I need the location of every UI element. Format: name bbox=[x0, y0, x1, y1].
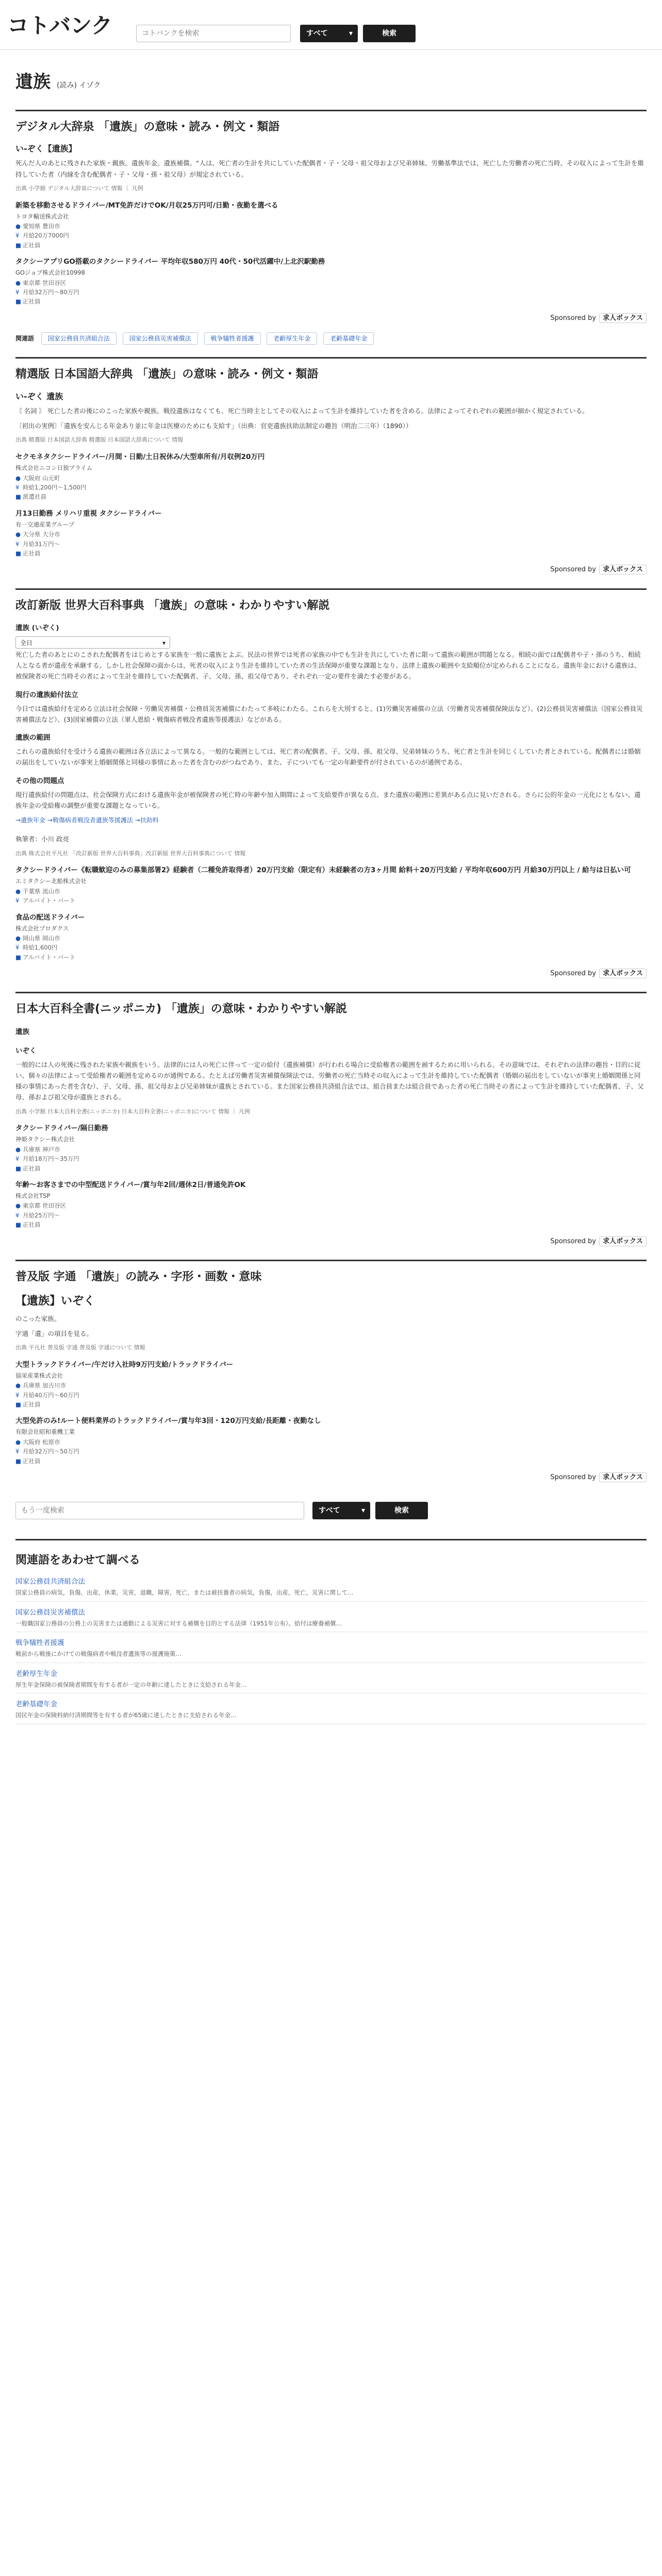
related-chip[interactable]: 国家公務員共済組合法 bbox=[41, 332, 117, 345]
ad-list bbox=[15, 1123, 647, 1247]
job-ad[interactable] bbox=[15, 200, 647, 250]
location-pin-icon: ● bbox=[15, 474, 21, 482]
job-ad-salary: 月給20万7000円 bbox=[23, 232, 69, 240]
chevron-down-icon: ▾ bbox=[162, 639, 166, 647]
sponsor-brand[interactable]: 求人ボックス bbox=[599, 313, 647, 323]
job-ad-location: 大阪府 山元町 bbox=[23, 474, 60, 482]
yen-icon: ¥ bbox=[15, 944, 20, 952]
briefcase-icon: ■ bbox=[15, 493, 21, 501]
related-chip[interactable]: 国家公務員災害補償法 bbox=[123, 332, 198, 345]
related-chips-label: 関連語 bbox=[15, 334, 35, 342]
list-item[interactable] bbox=[15, 1576, 647, 1601]
list-item[interactable] bbox=[15, 1699, 647, 1724]
section-divider bbox=[15, 110, 647, 111]
briefcase-icon: ■ bbox=[15, 550, 21, 557]
section-title-futsuban: 普及版 字通 「遺族」の読み・字形・画数・意味 bbox=[15, 1270, 262, 1283]
ad-list bbox=[15, 865, 647, 979]
job-ad-title[interactable]: 月13日勤務 メリハリ重視 タクシードライバー bbox=[15, 509, 162, 518]
sponsor-label: Sponsored by bbox=[550, 314, 597, 322]
job-ad-salary: 時給1,200円〜1,500円 bbox=[23, 484, 87, 491]
search-input[interactable] bbox=[136, 25, 291, 42]
sponsor-label: Sponsored by bbox=[550, 1473, 597, 1481]
related-terms-list bbox=[15, 1576, 647, 1724]
job-ad-salary: 月給25万円〜 bbox=[23, 1211, 60, 1219]
sponsor-line bbox=[15, 1472, 647, 1483]
chevron-down-icon: ▾ bbox=[349, 29, 353, 38]
section-title-nipponica: 日本大百科全書(ニッポニカ) 「遺族」の意味・わかりやすい解説 bbox=[15, 1003, 347, 1016]
page-title bbox=[15, 67, 647, 97]
related-term-desc: 国家公務員の病気，負傷，出産，休業，災害，退職，障害，死亡，または被扶養者の病気，負傷，出産，死亡，災害に関して… bbox=[15, 1589, 354, 1597]
sponsor-line bbox=[15, 564, 647, 575]
source-caption: 出典 小学館 デジタル大辞泉について 情報 ｜ 凡例 bbox=[15, 184, 143, 192]
ad-list bbox=[15, 1359, 647, 1483]
bottom-search-input[interactable] bbox=[15, 1502, 304, 1519]
site-header bbox=[0, 0, 662, 50]
related-chips bbox=[15, 332, 647, 345]
job-ad-company: 株式会社プロダクス bbox=[15, 924, 69, 932]
term-reading: (読み) イゾク bbox=[57, 81, 101, 90]
job-ad[interactable] bbox=[15, 256, 647, 307]
article-subheading: 現行の遺族給付法立 bbox=[15, 690, 78, 699]
job-ad-salary: 月給18万円〜35万円 bbox=[23, 1155, 79, 1163]
section-divider bbox=[15, 1260, 647, 1261]
chevron-down-icon: ▾ bbox=[361, 1506, 365, 1515]
job-ad-location: 岡山県 岡山市 bbox=[23, 935, 60, 942]
job-ad-company: エミタクシー北船株式会社 bbox=[15, 877, 87, 885]
job-ad[interactable] bbox=[15, 865, 647, 905]
briefcase-icon: ■ bbox=[15, 1457, 21, 1465]
term-label: 遺族 (いぞく) bbox=[15, 623, 59, 632]
related-term-link[interactable]: 戦争犠牲者援護 bbox=[15, 1639, 64, 1648]
site-logo[interactable]: コトバンク bbox=[7, 13, 112, 38]
job-ad-type: 正社員 bbox=[23, 1164, 41, 1172]
job-ad-title[interactable]: タクシードライバー《転職歓迎のみの募集部署2》経験者（二種免許取得者）20万円支給（限定有）未経験者の方3ヶ月間 給料＋20万円支給 / 平均年収600万円 月給30万円以上 / 給与は日払い可 bbox=[15, 866, 631, 875]
job-ad-type: アルバイト・パート bbox=[23, 953, 76, 961]
job-ad[interactable] bbox=[15, 1179, 647, 1230]
section-select[interactable] bbox=[15, 636, 170, 649]
job-ad-company: 神姫タクシー株式会社 bbox=[15, 1136, 75, 1143]
ad-list bbox=[15, 200, 647, 324]
job-ad-location: 兵庫県 加古川市 bbox=[23, 1382, 67, 1389]
job-ad-company: GOジョブ株式会社10998 bbox=[15, 269, 85, 277]
job-ad-company: トヨタ輸送株式会社 bbox=[15, 212, 69, 220]
job-ad-salary: 月給32万円〜50万円 bbox=[23, 1448, 79, 1455]
related-term-link[interactable]: 国家公務員共済組合法 bbox=[15, 1578, 85, 1586]
job-ad-location: 愛知県 豊田市 bbox=[23, 223, 60, 230]
job-ad-type: 正社員 bbox=[23, 298, 41, 306]
job-ad-title[interactable]: タクシードライバー/隔日勤務 bbox=[15, 1124, 108, 1133]
job-ad-type: 正社員 bbox=[23, 241, 41, 249]
article-subheading: 遺族の範囲 bbox=[15, 734, 51, 742]
definition-text: 死んだ人のあとに残された家族・親族。遺族年金。遺族補償。“人は、死亡者の生計を共にしていた配偶者・子・父母・祖父母および兄弟姉妹、労働基準法では、死亡した労働者の死亡当時、その収入によって生計を維持していた者（内縁を含む配偶者・子・父母・孫・祖父母）が規定されている。 bbox=[15, 159, 644, 178]
briefcase-icon: ■ bbox=[15, 1400, 21, 1408]
job-ad-salary: 月給31万円〜 bbox=[23, 540, 60, 548]
related-term-link[interactable]: 国家公務員災害補償法 bbox=[15, 1608, 85, 1617]
job-ad-title[interactable]: 大型免許のみ!ルート便料業界のトラックドライバー/賞与年3回・120万円支給/長距離・夜勤なし bbox=[15, 1417, 321, 1426]
citation-text: 〔初出の実例〕「遺族を安んじる年金あり並に年金は医療のためにも支給す」（出典：官吏遺族扶助法制定の趣旨（明治二三年）（1890）） bbox=[15, 422, 412, 430]
yen-icon: ¥ bbox=[15, 540, 20, 548]
yen-icon: ¥ bbox=[15, 484, 20, 491]
sponsor-label: Sponsored by bbox=[550, 970, 597, 978]
location-pin-icon: ● bbox=[15, 223, 21, 230]
headword: い‐ぞく【遺族】 bbox=[15, 144, 77, 154]
location-pin-icon: ● bbox=[15, 935, 21, 942]
article-text: 今日では遺族給付を定める立法は社会保障・労働災害補償・公務員災害補償にわたって多岐にわたる。これらを大別すると、(1)労働災害補償の立法（労働者災害補償保険法など）、(2)公務員災害補償法（国家公務員災害補償法など）、(3)国家補償の立法（軍人恩給・戦傷病者戦没者遺族等援護法）などがある。 bbox=[15, 704, 643, 723]
section-divider bbox=[15, 992, 647, 993]
yen-icon: ¥ bbox=[15, 1391, 20, 1399]
job-ad-company: 有限会社昭和重機工業 bbox=[15, 1428, 75, 1436]
search-scope-label: すべて bbox=[306, 29, 328, 38]
section-divider bbox=[15, 357, 647, 359]
briefcase-icon: ■ bbox=[15, 1164, 21, 1172]
related-term-desc: 戦前から戦後にかけての戦傷病者や戦没者遺族等の援護施策… bbox=[15, 1650, 181, 1658]
related-term-desc: 国民年金の保険料納付済期間等を有する者が65歳に達したときに支給される年金… bbox=[15, 1711, 237, 1719]
job-ad-location: 千葉県 流山市 bbox=[23, 887, 60, 895]
job-ad[interactable] bbox=[15, 912, 647, 962]
job-ad-title[interactable]: 新築を移動させるドライバー/MT免許だけでOK/月収25万円可/日勤・夜勤を選べる bbox=[15, 201, 278, 210]
job-ad-salary: 月給40万円〜60万円 bbox=[23, 1391, 79, 1399]
briefcase-icon: ■ bbox=[15, 298, 21, 306]
job-ad[interactable] bbox=[15, 1415, 647, 1466]
job-ad-company: 株式会社TSP bbox=[15, 1192, 51, 1199]
list-item[interactable] bbox=[15, 1668, 647, 1693]
job-ad-salary: 月給32万円〜80万円 bbox=[23, 289, 79, 296]
search-button[interactable]: 検索 bbox=[363, 25, 416, 42]
section-divider bbox=[15, 588, 647, 590]
kanji-link[interactable]: 字通「遺」の項目を見る。 bbox=[15, 1329, 93, 1337]
section-title-digital: デジタル大辞泉 「遺族」の意味・読み・例文・類語 bbox=[15, 120, 280, 133]
job-ad-title[interactable]: 食品の配送ドライバー bbox=[15, 913, 85, 922]
bottom-search-scope-select[interactable] bbox=[312, 1502, 370, 1519]
job-ad-salary: アルバイト・パート bbox=[23, 897, 76, 905]
location-pin-icon: ● bbox=[15, 1202, 21, 1210]
search-scope-select[interactable] bbox=[300, 25, 358, 42]
page-bottom-spacer bbox=[15, 1730, 647, 1740]
job-ad-location: 大阪府 松原市 bbox=[23, 1438, 60, 1446]
yen-icon: ¥ bbox=[15, 1448, 20, 1455]
headword: い‐ぞく 遺族 bbox=[15, 391, 63, 401]
job-ad-title[interactable]: セクモネタクシードライバー/月間・日勤/土日祝休み/大型車所有/月収例20万円 bbox=[15, 453, 265, 462]
related-chip[interactable]: 老齢基礎年金 bbox=[323, 332, 374, 345]
section-title-kaitei: 改訂新版 世界大百科事典 「遺族」の意味・わかりやすい解説 bbox=[15, 599, 330, 612]
job-ad[interactable] bbox=[15, 451, 647, 502]
article-subheading: その他の問題点 bbox=[15, 776, 64, 785]
job-ad[interactable] bbox=[15, 508, 647, 558]
sponsor-brand[interactable]: 求人ボックス bbox=[599, 1236, 647, 1246]
job-ad-type: 正社員 bbox=[23, 1400, 41, 1408]
job-ad-title[interactable]: 年齢〜お客さまでの中型配送ドライバー/賞与年2回/週休2日/普通免許OK bbox=[15, 1180, 246, 1189]
job-ad-company: 株式会社ニコン日独プライム bbox=[15, 464, 93, 472]
sponsor-brand[interactable]: 求人ボックス bbox=[599, 1472, 647, 1482]
related-term-desc: 一般職国家公務員の公務上の災害または通勤による災害に対する補償を目的とする法律（1951年公布）。給付は療養補償… bbox=[15, 1619, 342, 1627]
job-ad-location: 東京都 世田谷区 bbox=[23, 1202, 67, 1210]
main-content bbox=[15, 67, 647, 1740]
article-text: これらの遺族給付を受けうる遺族の範囲は各立法によって異なる。一般的な範囲としては、死亡者の配偶者、子、父母、孫、祖父母、兄弟姉妹のうち、死亡者と生計を同じくしていた者とされている。配偶者には婚姻の届出をしていないが事実上婚姻関係と同様の事情にあった者を含むのがつねであり、また、子についても一定の年齢要件が付されているのが通例である。 bbox=[15, 748, 641, 767]
job-ad-company: 有一交通産業グループ bbox=[15, 520, 75, 528]
source-caption: 出典 平凡社 普及版 字通 普及版 字通について 情報 bbox=[15, 1344, 145, 1351]
yen-icon: ¥ bbox=[15, 897, 20, 905]
sponsor-label: Sponsored by bbox=[550, 1237, 597, 1245]
briefcase-icon: ■ bbox=[15, 953, 21, 961]
job-ad[interactable] bbox=[15, 1123, 647, 1173]
job-ad-type: 正社員 bbox=[23, 1221, 41, 1229]
yen-icon: ¥ bbox=[15, 1155, 20, 1163]
related-term-link[interactable]: 老齢厚生年金 bbox=[15, 1669, 57, 1678]
definition-text: のこった家族。 bbox=[15, 1314, 61, 1323]
bottom-search-bar bbox=[15, 1496, 647, 1527]
job-ad-salary: 時給1,600円 bbox=[23, 944, 58, 952]
related-term-desc: 厚生年金保険の被保険者期間を有する者が一定の年齢に達したときに支給される年金… bbox=[15, 1681, 247, 1688]
section-select-value: 全日 bbox=[20, 639, 33, 647]
job-ad-title[interactable]: 大型トラックドライバー/午だけ入社時9万円支給/トラックドライバー bbox=[15, 1360, 234, 1369]
list-item[interactable] bbox=[15, 1637, 647, 1663]
job-ad[interactable] bbox=[15, 1359, 647, 1410]
related-chip[interactable]: 老齢厚生年金 bbox=[267, 332, 317, 345]
bottom-search-button[interactable]: 検索 bbox=[375, 1502, 428, 1519]
job-ad-location: 兵庫県 神戸市 bbox=[23, 1145, 60, 1153]
sponsor-line bbox=[15, 313, 647, 324]
location-pin-icon: ● bbox=[15, 887, 21, 895]
source-caption: 出典 小学館 日本大百科全書(ニッポニカ) 日本大百科全書(ニッポニカ)について 情報 ｜ 凡例 bbox=[15, 1108, 251, 1115]
job-ad-type: 派遣社員 bbox=[23, 493, 46, 501]
related-terms-title: 関連語をあわせて調べる bbox=[15, 1554, 141, 1567]
location-pin-icon: ● bbox=[15, 1438, 21, 1446]
job-ad-type: 正社員 bbox=[23, 550, 41, 557]
sponsor-brand[interactable]: 求人ボックス bbox=[599, 969, 647, 978]
sponsor-line bbox=[15, 1236, 647, 1247]
author-credit: 執筆者：小川 政亮 bbox=[15, 835, 69, 843]
location-pin-icon: ● bbox=[15, 279, 21, 286]
sponsor-label: Sponsored by bbox=[550, 566, 597, 574]
list-item[interactable] bbox=[15, 1607, 647, 1632]
briefcase-icon: ■ bbox=[15, 1221, 21, 1229]
yen-icon: ¥ bbox=[15, 289, 20, 296]
sponsor-brand[interactable]: 求人ボックス bbox=[599, 565, 647, 574]
definition-text: 〘 名詞 〙 死亡した者の後にのこった家族や親族。戦役遺族はなくても、死亡当時主としてその収入によって生計を維持していた者を含める。法律によってそれぞれの範囲が細かく規定されている。 bbox=[15, 406, 589, 415]
job-ad-company: 協栄産業株式会社 bbox=[15, 1371, 63, 1379]
source-caption: 出典 精選版 日本国語大辞典 精選版 日本国語大辞典について 情報 bbox=[15, 436, 184, 444]
section-divider bbox=[15, 1539, 647, 1540]
related-term-link[interactable]: 老齢基礎年金 bbox=[15, 1700, 57, 1709]
location-pin-icon: ● bbox=[15, 531, 21, 538]
location-pin-icon: ● bbox=[15, 1145, 21, 1153]
term-title: 遺族 bbox=[15, 72, 51, 92]
article-text: 現行遺族給付の問題点は、社会保険方式における遺族年金が被保険者の死亡時の年齢や加入期間によって支給要件が異なる点、また遺族の範囲に差異がある点に見いだされる。さらに公的年金の一元化にともない、遺族年金の受給権の調整が重要な課題となっている。 bbox=[15, 790, 641, 809]
job-ad-title[interactable]: タクシーアプリGO搭載のタクシードライバー 平均年収580万円 40代・50代活躍中/上北沢駅勤務 bbox=[15, 258, 325, 266]
ad-list bbox=[15, 451, 647, 575]
location-pin-icon: ● bbox=[15, 1382, 21, 1389]
bottom-search-scope-label: すべて bbox=[319, 1506, 340, 1515]
article-text: 一般的には人の死後に残された家族や親族をいう。法律的には人の死亡に伴って一定の給付（遺族補償）が行われる場合に受給権者の範囲を画するために用いられる。その意味では、それぞれの法律の趣旨・目的に従い、個々の法律によって受給権者の範囲を定めるのが通例である。たとえば労働者災害補償保険法では、労働者の死亡当時その収入によって生計を維持していた配偶者（婚姻の届出をしていないが事実上婚姻関係と同様の事情にあった者を含む）、子、父母、孫、祖父母および兄弟姉妹が遺族とされている。また国家公務員共済組合法では、組合員または組合員であった者の死亡当時その者によって生計を維持していた配偶者、子、父母、孫および祖父母が遺族とされる。 bbox=[15, 1060, 644, 1101]
yen-icon: ¥ bbox=[15, 232, 20, 240]
term-reading: いぞく bbox=[15, 1046, 37, 1055]
term-label: 遺族 bbox=[15, 1027, 29, 1036]
article-text: 死亡した者のあとにのこされた配偶者をはじめとする家族を一般に遺族とよぶ。民法の世界では死者の家族の中でも生計を共にしていた者に限って遺族の範囲が問題となる。相続の面では配偶者や子・孫のうち、相続人となる者が遺産を承継する。しかし社会保障の面からは、死者の収入により生計を維持していた者の生活保障が重要な課題となり、法律上遺族の範囲や支給順位が定められることになる。遺族年金における遺族は、被保険者の死亡当時その者によって生計を維持していた配偶者、子、父母、孫、祖父母であり、それぞれ一定の要件を満たす必要がある。 bbox=[15, 650, 641, 681]
section-title-seisen: 精選版 日本国語大辞典 「遺族」の意味・読み・例文・類語 bbox=[15, 368, 319, 381]
briefcase-icon: ■ bbox=[15, 241, 21, 249]
yen-icon: ¥ bbox=[15, 1211, 20, 1219]
related-chip[interactable]: 戦争犠牲者援護 bbox=[204, 332, 261, 345]
job-ad-location: 東京都 世田谷区 bbox=[23, 279, 67, 286]
sponsor-line bbox=[15, 968, 647, 979]
source-caption: 出典 株式会社平凡社 「改訂新版 世界大百科事典」改訂新版 世界大百科事典について 情報 bbox=[15, 850, 246, 857]
job-ad-location: 大分県 大分市 bbox=[23, 531, 60, 538]
see-also-links[interactable]: →遺族年金 →戦傷病者戦没者遺族等援護法 →扶助料 bbox=[15, 817, 159, 824]
headword: 【遺族】いぞく bbox=[15, 1295, 95, 1308]
job-ad-type: 正社員 bbox=[23, 1457, 41, 1465]
